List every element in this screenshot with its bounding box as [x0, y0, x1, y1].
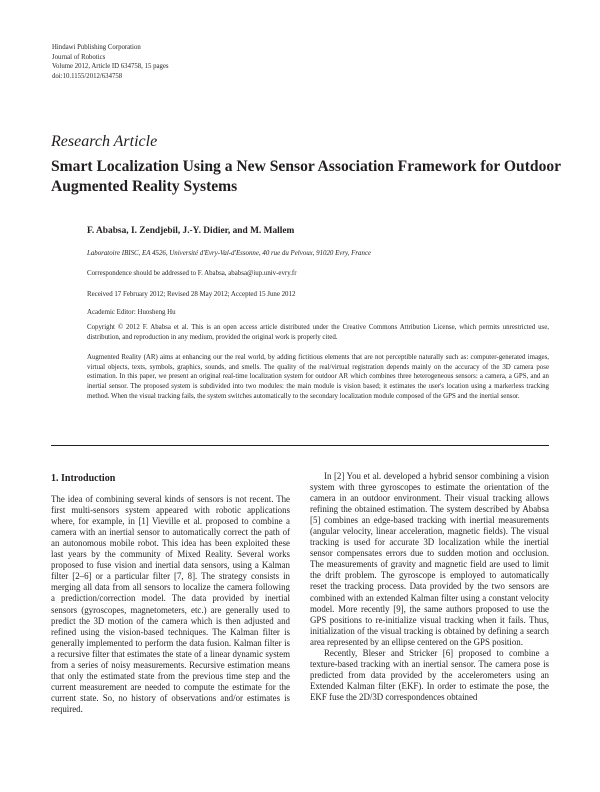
article-type: Research Article [51, 133, 158, 150]
publisher-name: Hindawi Publishing Corporation [52, 44, 141, 51]
article-title: Smart Localization Using a New Sensor Association Framework for Outdoor Augmented Reality Systems [51, 158, 561, 195]
affiliation: Laboratoire IBISC, EA 4526, Université d'Evry-Val-d'Essonne, 40 rue du Pelvoux, 91020 Evry, France [87, 250, 372, 257]
intro-paragraph-1: The idea of combining several kinds of sensors is not recent. The first multi-sensors system appeared with robotic applications where, for example, in [1] Vieville et al. proposed to combine a camera with an inertial sensor to automatically correct the path of an autonomous mobile robot. This idea has been exploited these last years by the community of Mixed Reality. Several works proposed to fuse vision and inertial data sensors, using a Kalman filter [2–6] or a particular filter [7, 8]. The strategy consists in merging all data from all sensors to localize the camera following a prediction/correction model. The data provided by inertial sensors (gyroscopes, magnetometers, etc.) are generally used to predict the 3D motion of the camera which is then adjusted and refined using the vision-based techniques. The Kalman filter is generally implemented to perform the data fusion. Kalman filter is a recursive filter that estimates the state of a linear dynamic system from a series of noisy measurements. Recursive estimation means that only the estimated state from the previous time step and the current measurement are needed to compute the estimate for the current state. So, no history of observations and/or estimates is required. [51, 494, 290, 714]
doi-link[interactable]: doi:10.1155/2012/634758 [52, 72, 123, 80]
publisher-info [52, 43, 169, 81]
author-list: F. Ababsa, I. Zendjebil, J.-Y. Didier, and M. Mallem [87, 226, 295, 236]
journal-name: Journal of Robotics [52, 53, 106, 61]
academic-editor: Academic Editor: Huosheng Hu [87, 309, 176, 316]
intro-paragraph-3: Recently, Bleser and Stricker [6] proposed to combine a texture-based tracking with an inertial sensor. The camera pose is predicted from data provided by the accelerometers using an Extended Kalman filter (EKF). In order to estimate the pose, the EKF fuse the 2D/3D correspondences obtained [310, 647, 549, 702]
abstract: Augmented Reality (AR) aims at enhancing our the real world, by adding fictitious elements that are not perceptible naturally such as: computer-generated images, virtual objects, texts, symbols, graphics, sounds, and smells. The quality of the real/virtual registration depends mainly on the accuracy of the 3D camera pose estimation. In this paper, we present an original real-time localization system for outdoor AR which combines three heterogeneous sensors: a camera, a GPS, and an inertial sensor. The proposed system is subdivided into two modules: the main module is vision based; it estimates the user's location using a markerless tracking method. When the visual tracking fails, the system switches automatically to the secondary localization module composed of the GPS and the inertial sensor. [87, 354, 549, 400]
section-divider [51, 445, 549, 446]
right-column [310, 471, 549, 703]
left-column [51, 471, 290, 715]
volume-info: Volume 2012, Article ID 634758, 15 pages [52, 63, 169, 71]
intro-paragraph-2: In [2] You et al. developed a hybrid sensor combining a vision system with three gyroscopes to estimate the orientation of the camera in an outdoor environment. Their visual tracking allows refining the obtained estimation. The system described by Ababsa [5] combines an edge-based tracking with inertial measurements (angular velocity, linear acceleration, magnetic fields). The visual tracking is used for accurate 3D localization while the inertial sensor compensates errors due to sudden motion and occlusion. The measurements of gravity and magnetic field are used to limit the drift problem. The gyroscope is employed to automatically reset the tracking process. Data provided by the two sensors are combined with an extended Kalman filter using a constant velocity model. More recently [9], the same authors proposed to use the GPS positions to re-initialize visual tracking when it fails. Thus, initialization of the visual tracking is obtained by defining a search area represented by an ellipse centered on the GPS position. [310, 471, 549, 647]
correspondence: Correspondence should be addressed to F. Ababsa, ababsa@iup.univ-evry.fr [87, 270, 297, 277]
dates: Received 17 February 2012; Revised 28 May 2012; Accepted 15 June 2012 [87, 291, 296, 298]
copyright-notice: Copyright © 2012 F. Ababsa et al. This is an open access article distributed under the Creative Commons Attribution License, which permits unrestricted use, distribution, and reproduction in any medium, provided the original work is properly cited. [87, 324, 549, 341]
section-heading-introduction: 1. Introduction [51, 473, 116, 484]
